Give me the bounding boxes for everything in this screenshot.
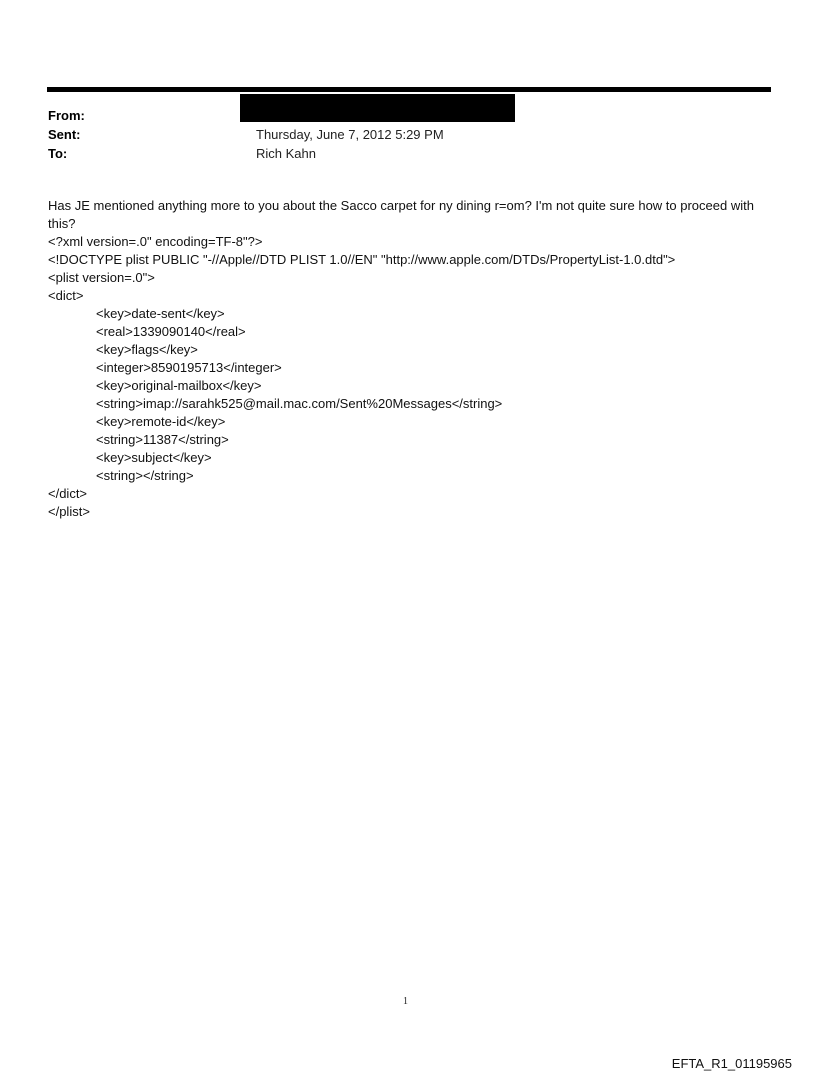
to-label: To: [48, 146, 68, 161]
plist-line: <?xml version=.0" encoding=TF-8"?> [48, 234, 263, 249]
plist-line: <plist version=.0"> [48, 270, 155, 285]
page-number: 1 [403, 996, 408, 1007]
to-row [48, 144, 748, 163]
message-paragraph: Has JE mentioned anything more to you about the Sacco carpet for ny dining r=om? I'm not quite sure how to proceed with this? [48, 198, 754, 231]
dict-line: <string>11387</string> [96, 432, 229, 447]
redaction-box [240, 94, 515, 122]
dict-line: <key>subject</key> [96, 450, 212, 465]
dict-line: <string>imap://sarahk525@mail.mac.com/Sent%20Messages</string> [96, 396, 503, 411]
closing-line: </dict> [48, 486, 88, 501]
plist-line: <!DOCTYPE plist PUBLIC "-//Apple//DTD PLIST 1.0//EN" "http://www.apple.com/DTDs/PropertyList-1.0.dtd"> [48, 252, 676, 267]
dict-line: <key>remote-id</key> [96, 414, 226, 429]
dict-line: <string></string> [96, 468, 194, 483]
dict-line: <key>flags</key> [96, 342, 198, 357]
dict-line: <key>original-mailbox</key> [96, 378, 262, 393]
sent-label: Sent: [48, 127, 81, 142]
dict-line: <integer>8590195713</integer> [96, 360, 282, 375]
from-label: From: [48, 108, 85, 123]
document-id: EFTA_R1_01195965 [671, 1056, 792, 1071]
sent-value: Thursday, June 7, 2012 5:29 PM [256, 127, 444, 142]
dict-line: <real>1339090140</real> [96, 324, 246, 339]
closing-line: </plist> [48, 504, 90, 519]
message-body [48, 197, 760, 521]
sent-row [48, 125, 748, 144]
plist-line: <dict> [48, 288, 84, 303]
to-value: Rich Kahn [256, 146, 316, 161]
dict-line: <key>date-sent</key> [96, 306, 225, 321]
header-top-rule [47, 87, 771, 92]
